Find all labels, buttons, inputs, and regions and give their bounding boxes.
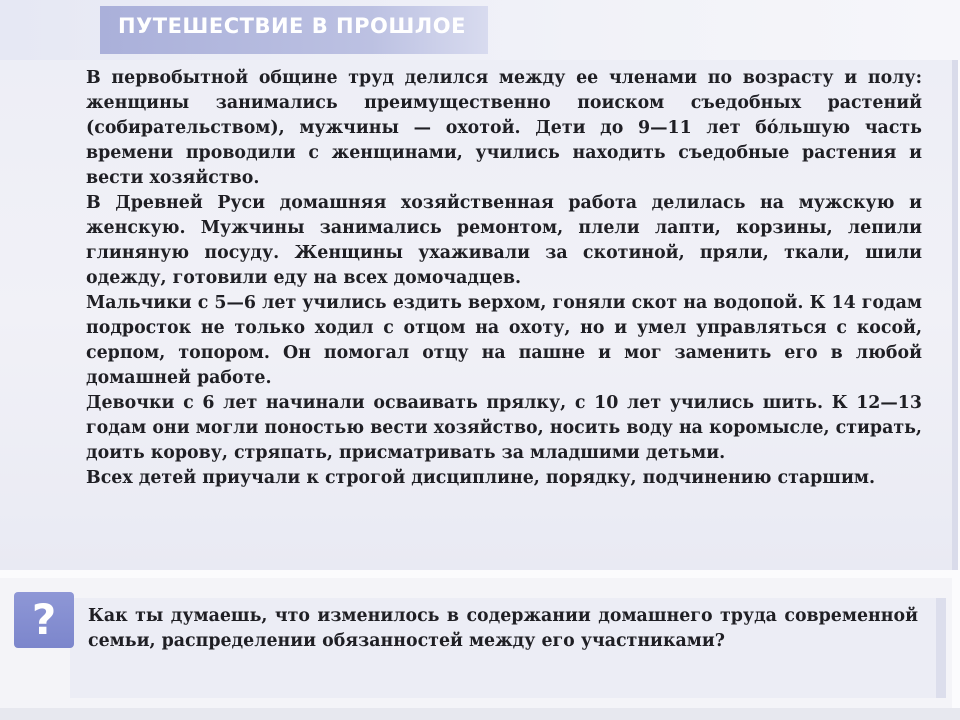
paragraph-girls: Девочки с 6 лет начинали осваивать прялку, с 10 лет учились шить. К 12—13 годам они могли поностью вести хозяйство, носить воду на коромысле, стирать, доить корову, стряпать, присматривать за младшими детьми. (86, 393, 922, 463)
section-title: ПУТЕШЕСТВИЕ В ПРОШЛОЕ (118, 14, 466, 38)
question-badge (14, 592, 74, 648)
paragraph-boys: Мальчики с 5—6 лет учились ездить верхом, гоняли скот на водопой. К 14 годам подросток не только ходил с отцом на охоту, но и умел управляться с косой, серпом, топором. Он помогал отцу на пашне и мог заменить его в любой домашней работе. (86, 293, 922, 388)
body-text (86, 66, 922, 491)
question-text: Как ты думаешь, что изменилось в содержании домашнего труда современной семьи, распределении обязанностей между его участниками? (88, 606, 918, 651)
paragraph-discipline: Всех детей приучали к строгой дисциплине, порядку, подчинению старшим. (86, 468, 876, 488)
paragraph-primitive-community: В первобытной общине труд делился между ее членами по возрасту и полу: женщины занимались преимущественно поиском съедобных растений (собирательством), мужчины — охотой. Дети до 9—11 лет бо́льшую часть времени проводили с женщинами, учились находить съедобные растения и вести хозяйство. (86, 68, 922, 188)
paragraph-ancient-rus: В Древней Руси домашняя хозяйственная работа делилась на мужскую и женскую. Мужчины занимались ремонтом, плели лапти, корзины, лепили глиняную посуду. Женщины ухаживали за скотиной, пряли, ткали, шили одежду, готовили еду на всех домочадцев. (86, 193, 922, 288)
page-bottom-edge (0, 708, 960, 720)
question-mark-icon: ? (31, 595, 57, 644)
